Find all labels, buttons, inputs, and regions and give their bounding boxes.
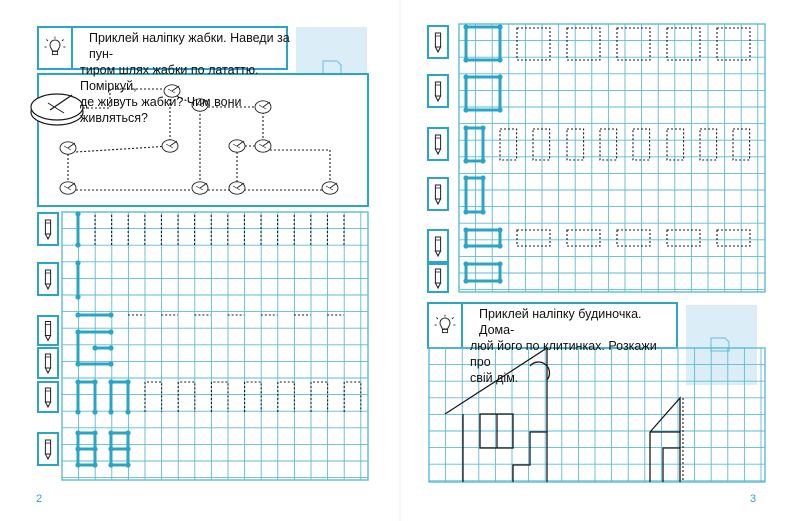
guide-dot — [108, 345, 113, 350]
guide-dot — [125, 409, 130, 414]
guide-dot — [75, 446, 80, 451]
pencil-icon — [45, 322, 50, 341]
guide-dot — [463, 57, 468, 62]
dotted-rectangle — [717, 230, 750, 246]
guide-dot — [75, 430, 80, 435]
lily-pad-icon — [229, 182, 245, 194]
guide-dot — [75, 294, 80, 299]
guide-dot — [463, 175, 468, 180]
dotted-gate — [278, 382, 295, 412]
left-pencil-column — [38, 213, 58, 465]
right-top-grid — [459, 24, 765, 292]
left-grid-border — [62, 212, 368, 480]
dotted-gate — [245, 382, 262, 412]
guide-dot — [463, 209, 468, 214]
guide-dot — [108, 379, 113, 384]
guide-dot — [463, 158, 468, 163]
guide-dot — [75, 260, 80, 265]
lily-pad-icon — [60, 182, 76, 194]
guide-dot — [463, 278, 468, 283]
lily-pad-icon — [255, 140, 271, 152]
dotted-square — [567, 28, 600, 60]
dotted-square — [617, 28, 650, 60]
right-exercises — [463, 24, 750, 283]
guide-dot — [75, 211, 80, 216]
guide-dot — [92, 462, 97, 467]
pencil-icon — [45, 220, 50, 239]
guide-dot — [125, 379, 130, 384]
guide-dot — [497, 227, 502, 232]
guide-dot — [75, 242, 80, 247]
dotted-rectangle — [517, 230, 550, 246]
pencil-icon — [45, 270, 50, 289]
page-number-right: 3 — [750, 493, 757, 505]
dotted-square — [717, 28, 750, 60]
guide-dot — [108, 361, 113, 366]
guide-dot — [108, 430, 113, 435]
guide-dot — [108, 446, 113, 451]
guide-dot — [463, 74, 468, 79]
right-task-line-3: свій дім. — [470, 371, 519, 385]
right-task-text — [470, 306, 680, 386]
dotted-square — [667, 28, 700, 60]
guide-dot — [108, 329, 113, 334]
guide-dot — [75, 379, 80, 384]
lily-pad-icon — [162, 140, 178, 152]
guide-dot — [463, 261, 468, 266]
dotted-gate — [211, 382, 228, 412]
guide-dot — [497, 261, 502, 266]
guide-dot — [480, 125, 485, 130]
lily-pad-icon — [192, 182, 208, 194]
dotted-rectangle — [567, 230, 600, 246]
small-house-roof — [650, 398, 680, 482]
guide-dot — [92, 409, 97, 414]
guide-dot — [75, 329, 80, 334]
dotted-square — [517, 28, 550, 60]
big-lily-pad-top — [31, 94, 83, 120]
dotted-gate — [311, 382, 328, 412]
guide-dot — [480, 158, 485, 163]
guide-dot — [75, 361, 80, 366]
pencil-icon — [435, 185, 440, 204]
left-task-line-3: де живуть жабки? Чим вони живляться? — [80, 95, 242, 125]
guide-dot — [480, 209, 485, 214]
guide-dot — [497, 57, 502, 62]
left-task-text — [80, 30, 290, 126]
dotted-rectangle — [533, 129, 550, 160]
guide-dot — [463, 107, 468, 112]
guide-dot — [463, 24, 468, 29]
pencil-icon — [45, 440, 50, 459]
right-task-line-2: люй його по клитинках. Розкажи про — [470, 339, 657, 369]
lily-pad-icon — [60, 142, 76, 154]
pencil-icon — [45, 354, 50, 373]
guide-dot — [125, 462, 130, 467]
dotted-gate — [145, 382, 162, 412]
guide-dot — [463, 227, 468, 232]
sticker-placeholder — [686, 305, 757, 385]
guide-dot — [125, 430, 130, 435]
small-house-door — [663, 448, 680, 482]
dotted-gate — [178, 382, 195, 412]
right-task-line-1: Приклей наліпку будиночка. Дома- — [479, 307, 642, 337]
guide-dot — [497, 278, 502, 283]
guide-dot — [108, 312, 113, 317]
lily-pad-icon — [322, 182, 338, 194]
guide-dot — [108, 409, 113, 414]
page-number-left: 2 — [36, 493, 43, 505]
guide-dot — [75, 409, 80, 414]
pencil-icon — [435, 135, 440, 154]
dotted-rectangle — [617, 230, 650, 246]
right-sticker-area — [686, 305, 757, 385]
guide-dot — [92, 345, 97, 350]
guide-dot — [497, 243, 502, 248]
guide-dot — [92, 446, 97, 451]
pencil-icon — [435, 33, 440, 52]
guide-dot — [463, 243, 468, 248]
dotted-gate — [344, 382, 361, 412]
guide-dot — [92, 430, 97, 435]
pencil-icon — [45, 388, 50, 407]
left-grid — [62, 212, 368, 480]
guide-dot — [125, 446, 130, 451]
guide-dot — [463, 125, 468, 130]
left-task-line-1: Приклей наліпку жабки. Наведи за пун- — [89, 31, 290, 61]
pencil-icon — [435, 269, 440, 288]
right-top-grid-border — [459, 24, 765, 292]
dotted-rectangle — [667, 129, 684, 160]
guide-dot — [497, 107, 502, 112]
lily-pad-icon — [229, 140, 245, 152]
dotted-rectangle — [500, 129, 517, 160]
guide-dot — [75, 462, 80, 467]
guide-dot — [480, 175, 485, 180]
guide-dot — [497, 74, 502, 79]
guide-dot — [497, 24, 502, 29]
dotted-rectangle — [667, 230, 700, 246]
guide-dot — [75, 312, 80, 317]
house-door — [513, 432, 547, 482]
guide-dot — [108, 462, 113, 467]
left-task-line-2: тиром шлях жабки по лататтю. Поміркуй, — [80, 63, 259, 93]
guide-dot — [92, 379, 97, 384]
left-exercises — [75, 211, 360, 467]
right-pencil-column — [428, 26, 448, 292]
pencil-icon — [435, 237, 440, 256]
pencil-icon — [435, 82, 440, 101]
